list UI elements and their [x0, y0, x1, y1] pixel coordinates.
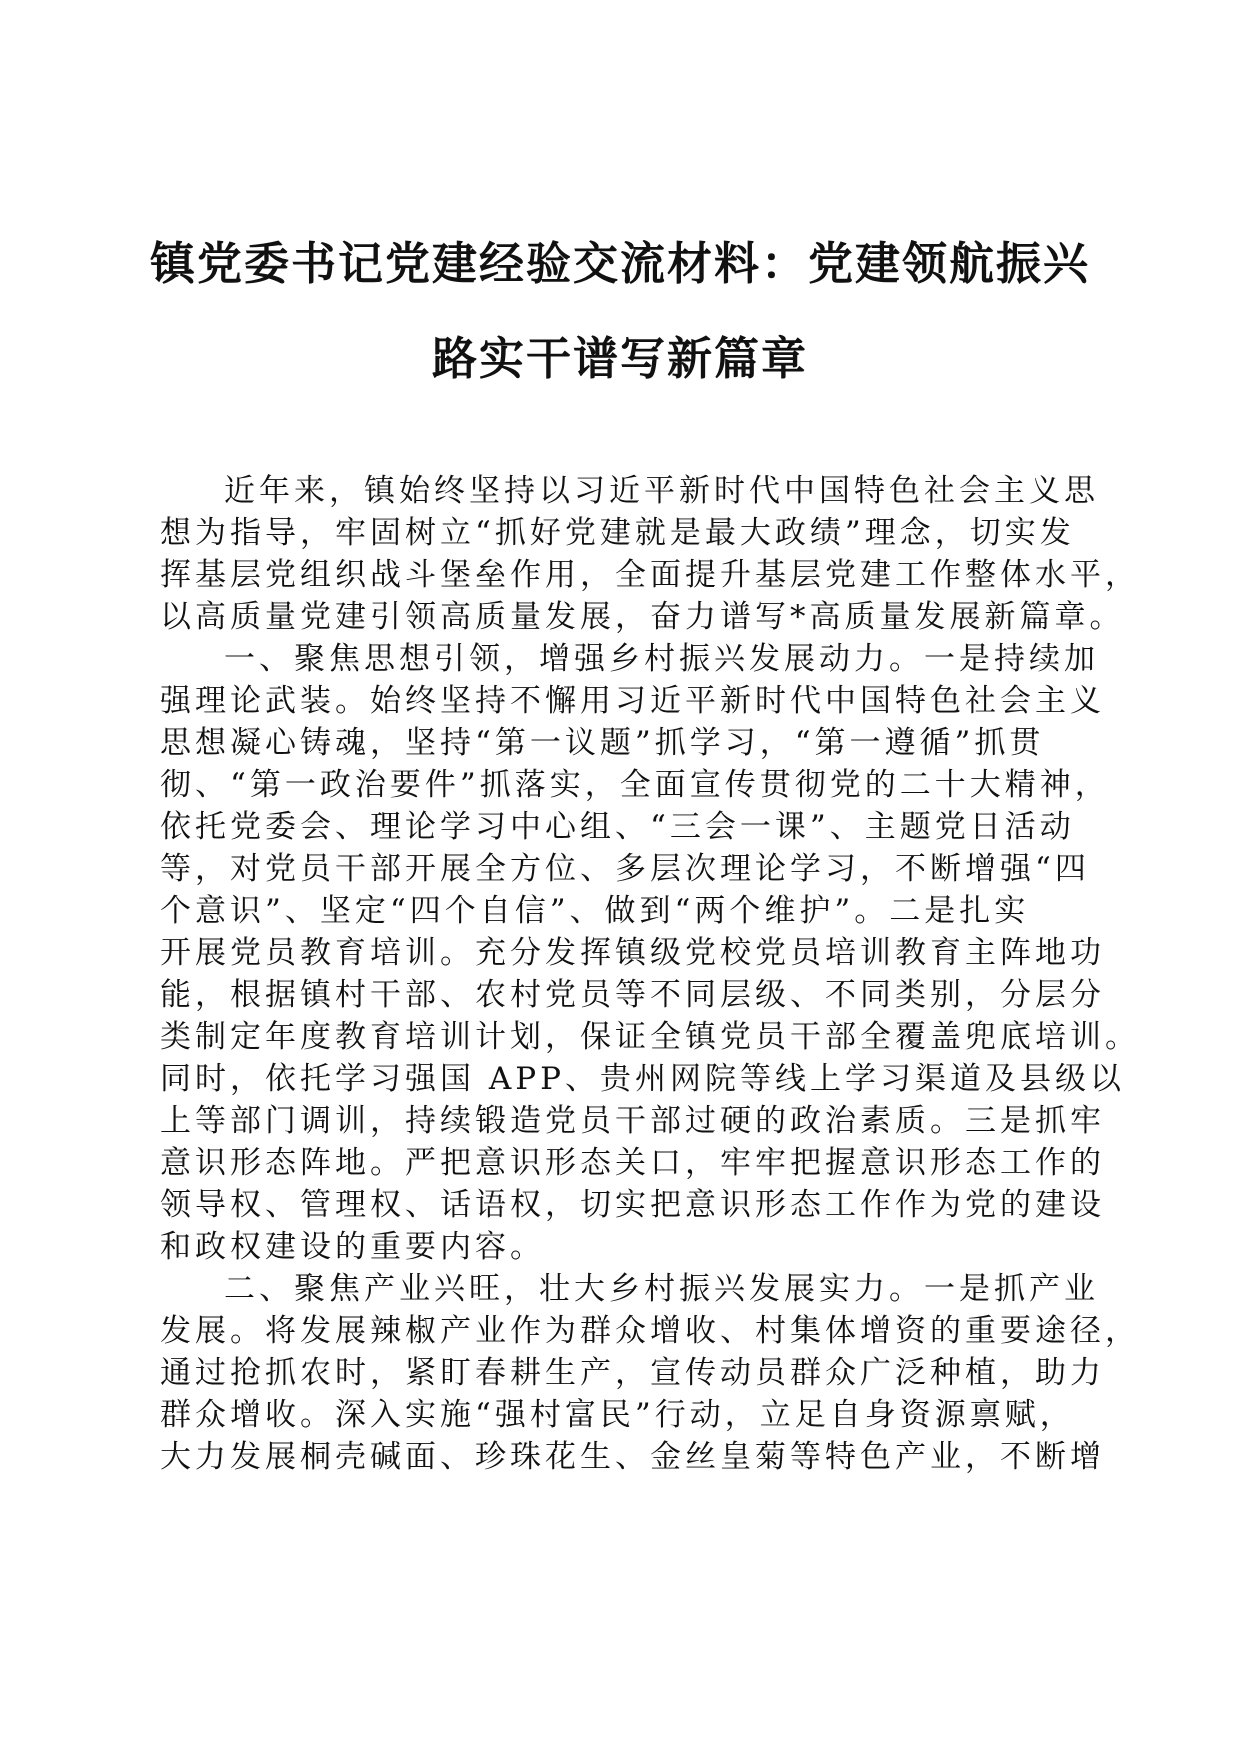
- text-line: 挥基层党组织战斗堡垒作用，全面提升基层党建工作整体水平，: [160, 557, 1140, 593]
- text-line: 群众增收。深入实施“强村富民”行动，立足自身资源禀赋，: [160, 1397, 1075, 1433]
- text-line: 二、聚焦产业兴旺，壮大乡村振兴发展实力。一是抓产业: [224, 1271, 1099, 1307]
- title-line-2: 路实干谱写新篇章: [431, 332, 808, 385]
- text-line: 一、聚焦思想引领，增强乡村振兴发展动力。一是持续加: [224, 641, 1099, 677]
- text-line: 能，根据镇村干部、农村党员等不同层级、不同类别，分层分: [160, 977, 1105, 1013]
- text-line: 同时，依托学习强国 APP、贵州网院等线上学习渠道及县级以: [160, 1061, 1125, 1097]
- text-line: 领导权、管理权、话语权，切实把意识形态工作作为党的建设: [160, 1187, 1105, 1223]
- text-line: 开展党员教育培训。充分发挥镇级党校党员培训教育主阵地功: [160, 935, 1105, 971]
- text-line: 个意识”、坚定“四个自信”、做到“两个维护”。二是扎实: [160, 893, 1030, 929]
- text-line: 类制定年度教育培训计划，保证全镇党员干部全覆盖兜底培训。: [160, 1019, 1140, 1055]
- text-line: 发展。将发展辣椒产业作为群众增收、村集体增资的重要途径，: [160, 1313, 1140, 1349]
- text-line: 彻、“第一政治要件”抓落实，全面宣传贯彻党的二十大精神，: [160, 767, 1110, 803]
- text-line: 思想凝心铸魂，坚持“第一议题”抓学习，“第一遵循”抓贯: [160, 725, 1045, 761]
- title-line-1: 镇党委书记党建经验交流材料：党建领航振兴: [150, 237, 1091, 290]
- text-line: 上等部门调训，持续锻造党员干部过硬的政治素质。三是抓牢: [160, 1103, 1105, 1139]
- text-line: 意识形态阵地。严把意识形态关口，牢牢把握意识形态工作的: [160, 1145, 1105, 1181]
- document-title: [150, 216, 1090, 406]
- text-line: 强理论武装。始终坚持不懈用习近平新时代中国特色社会主义: [160, 683, 1105, 719]
- paragraph-section-one: [160, 638, 1140, 1268]
- text-line: 近年来，镇始终坚持以习近平新时代中国特色社会主义思: [224, 473, 1099, 509]
- paragraph-section-two: [160, 1268, 1140, 1478]
- text-line: 以高质量党建引领高质量发展，奋力谱写*高质量发展新篇章。: [160, 599, 1125, 635]
- text-line: 依托党委会、理论学习中心组、“三会一课”、主题党日活动: [160, 809, 1075, 845]
- document-body: [160, 470, 1140, 1478]
- paragraph-intro: [160, 470, 1140, 638]
- text-line: 大力发展桐壳碱面、珍珠花生、金丝皇菊等特色产业，不断增: [160, 1439, 1105, 1475]
- text-line: 和政权建设的重要内容。: [160, 1229, 545, 1265]
- text-line: 想为指导，牢固树立“抓好党建就是最大政绩”理念，切实发: [160, 515, 1075, 551]
- text-line: 等，对党员干部开展全方位、多层次理论学习，不断增强“四: [160, 851, 1090, 887]
- text-line: 通过抢抓农时，紧盯春耕生产，宣传动员群众广泛种植，助力: [160, 1355, 1105, 1391]
